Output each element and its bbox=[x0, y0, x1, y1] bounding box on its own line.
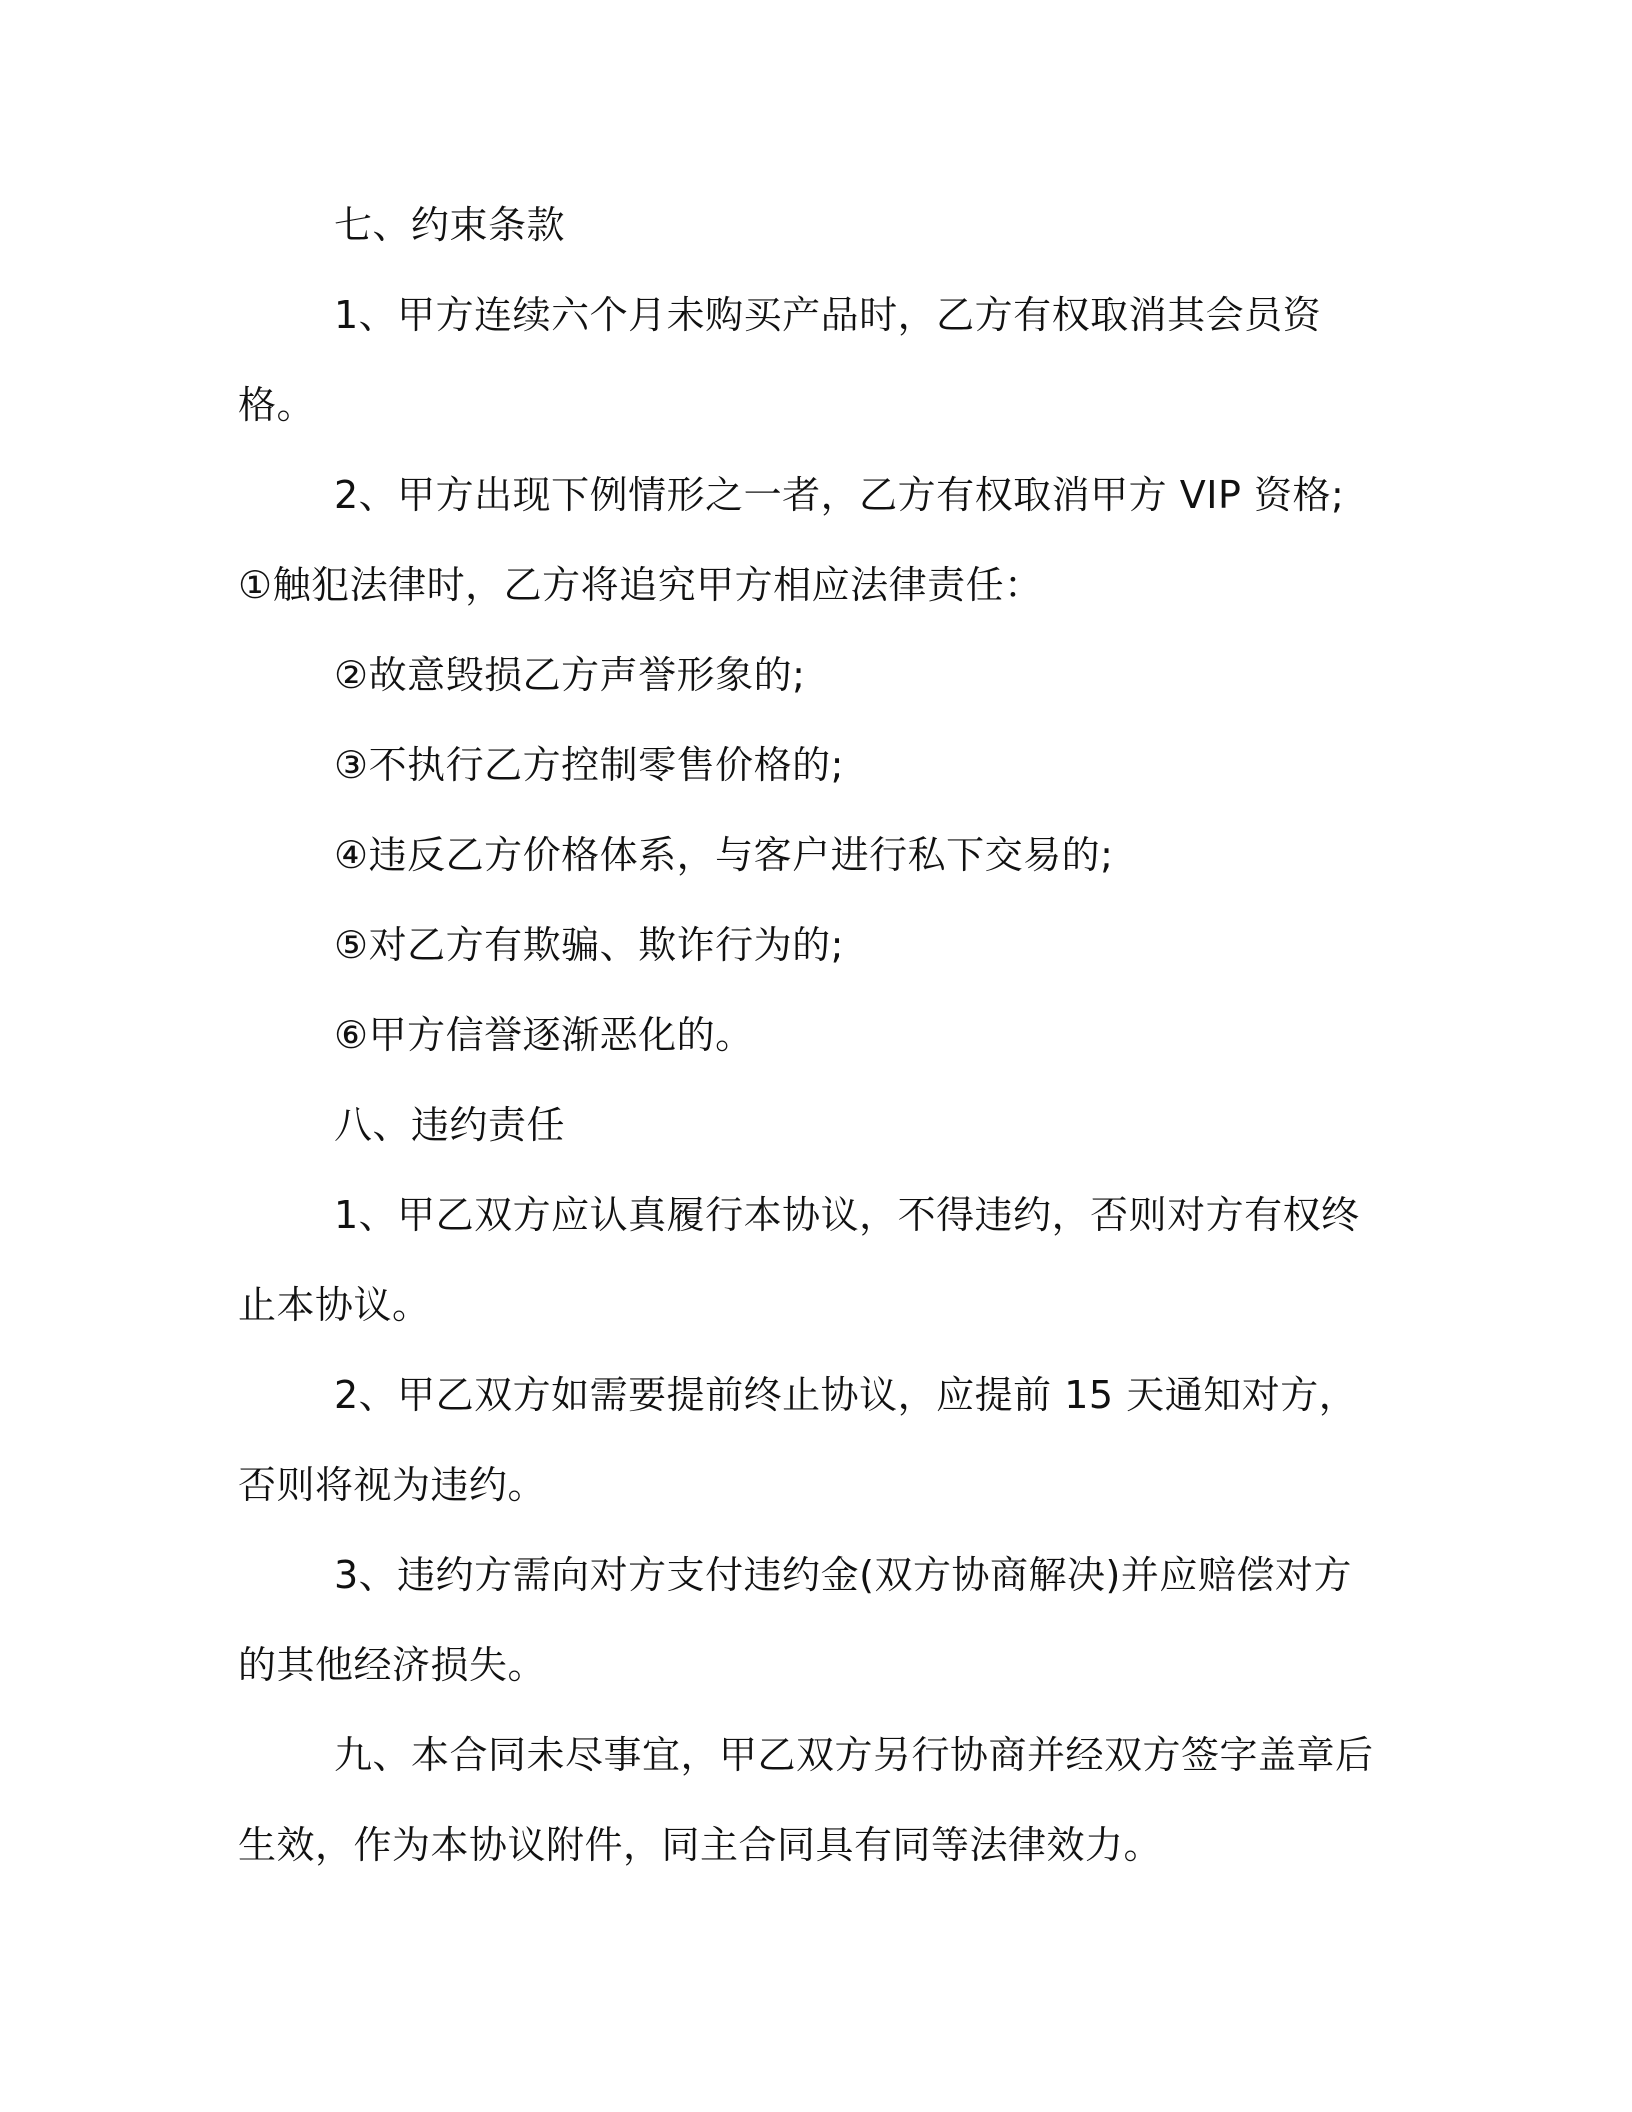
section-7-item-2: 2、甲方出现下例情形之一者，乙方有权取消甲方 VIP 资格; ①触犯法律时，乙方将追究甲方相应法律责任： bbox=[238, 473, 1345, 607]
section-8-item-3: 3、违约方需向对方支付违约金(双方协商解决)并应赔偿对方的其他经济损失。 bbox=[238, 1553, 1352, 1687]
section-7-item-2-sub-2: ②故意毁损乙方声誉形象的; bbox=[334, 653, 806, 697]
section-7-heading: 七、约束条款 bbox=[334, 203, 566, 247]
document-body bbox=[238, 180, 1388, 1890]
section-9-paragraph: 九、本合同未尽事宜，甲乙双方另行协商并经双方签字盖章后生效，作为本协议附件，同主合同具有同等法律效力。 bbox=[238, 1733, 1374, 1867]
section-8-item-2: 2、甲乙双方如需要提前终止协议，应提前 15 天通知对方，否则将视为违约。 bbox=[238, 1373, 1358, 1507]
section-7-item-1: 1、甲方连续六个月未购买产品时，乙方有权取消其会员资格。 bbox=[238, 293, 1322, 427]
section-7-item-2-sub-6: ⑥甲方信誉逐渐恶化的。 bbox=[334, 1013, 754, 1057]
section-7-item-2-sub-5: ⑤对乙方有欺骗、欺诈行为的; bbox=[334, 923, 844, 967]
section-7-item-2-sub-4: ④违反乙方价格体系，与客户进行私下交易的; bbox=[334, 833, 1114, 877]
section-8-heading: 八、违约责任 bbox=[334, 1103, 566, 1147]
section-8-item-1: 1、甲乙双方应认真履行本协议，不得违约，否则对方有权终止本协议。 bbox=[238, 1193, 1360, 1327]
section-7-item-2-sub-3: ③不执行乙方控制零售价格的; bbox=[334, 743, 844, 787]
